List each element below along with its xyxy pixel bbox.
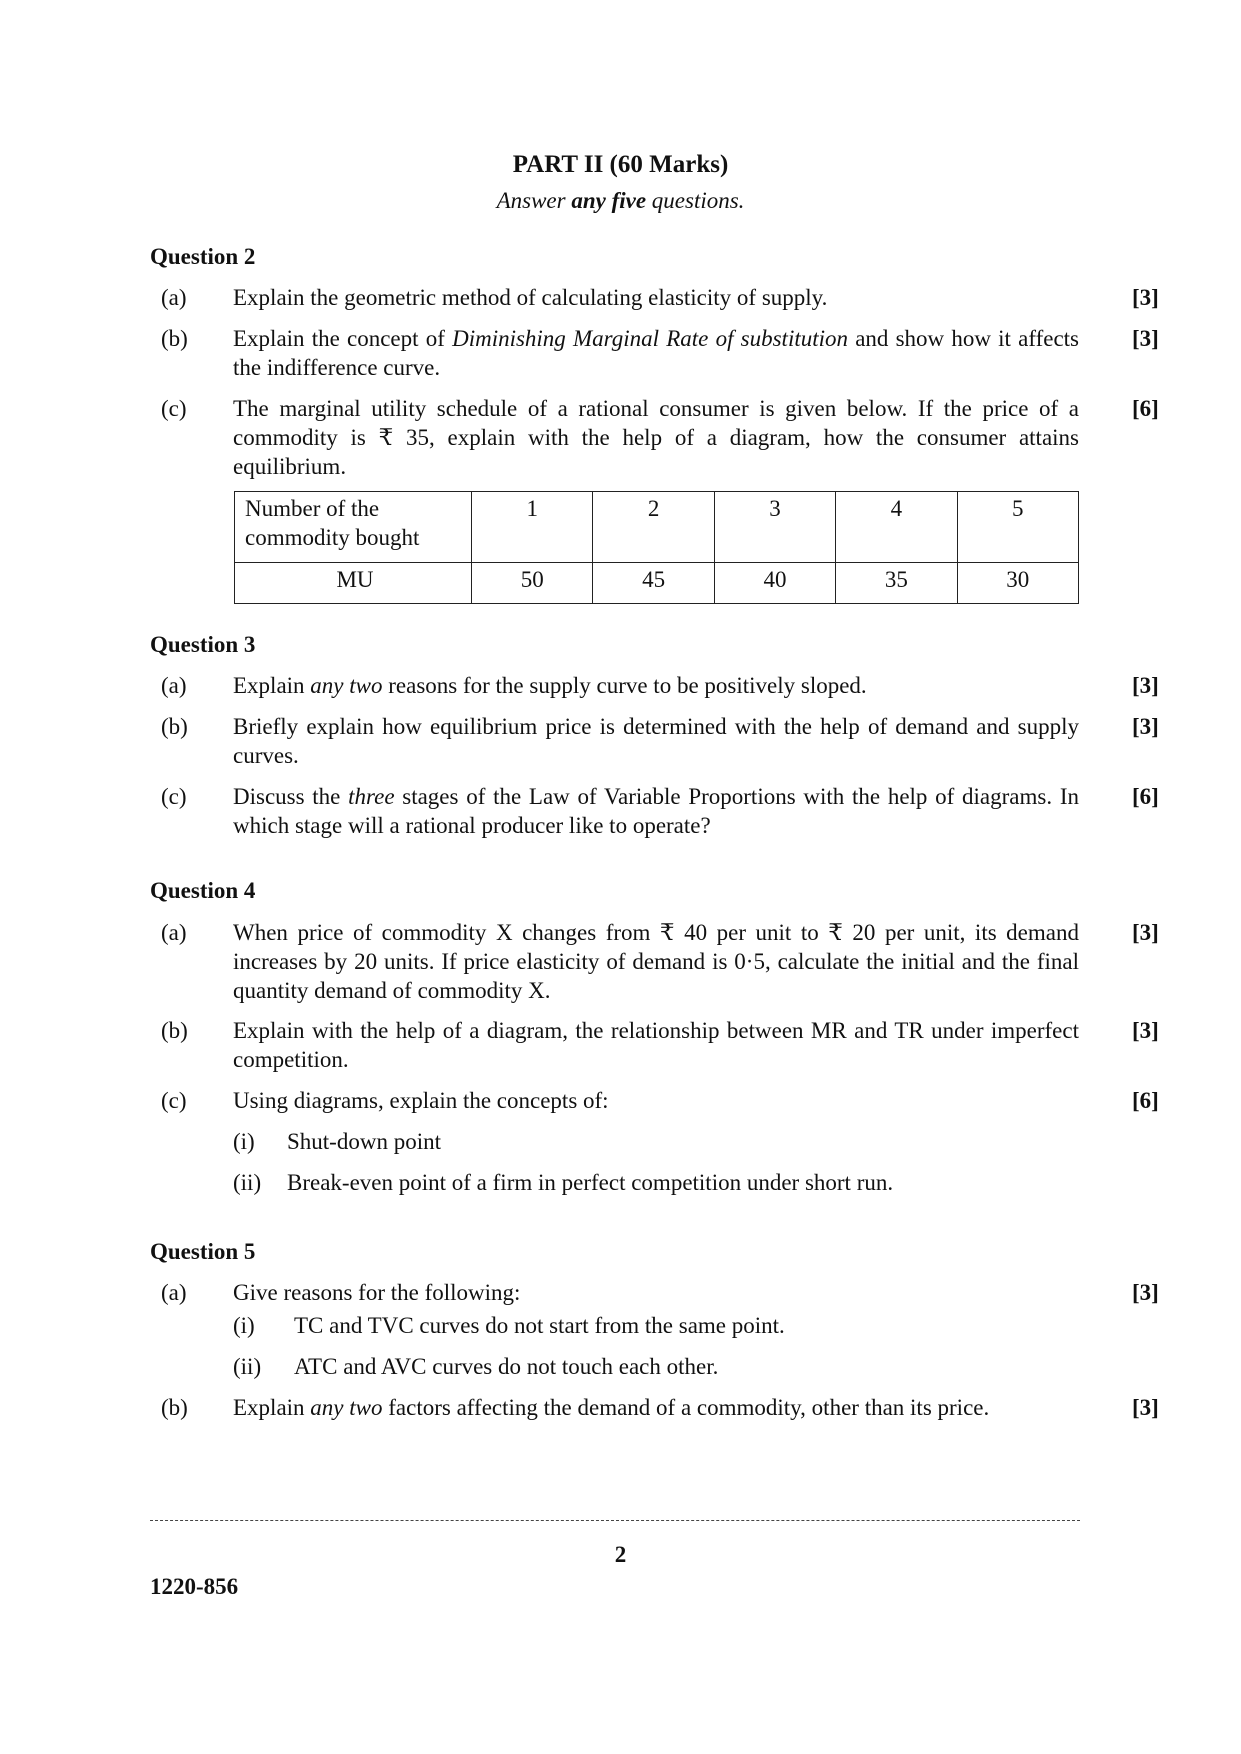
q5b-text-pre: Explain xyxy=(233,1395,311,1420)
q5a-ii-text: ATC and AVC curves do not touch each other. xyxy=(294,1354,719,1379)
q3a-text xyxy=(233,671,1079,700)
q5b-text-post: factors affecting the demand of a commodity, other than its price. xyxy=(382,1395,990,1420)
q5a-text: Give reasons for the following: xyxy=(233,1280,521,1305)
q3a-text-italic: any two xyxy=(310,673,383,698)
q2a-text: Explain the geometric method of calculating elasticity of supply. xyxy=(233,285,828,310)
q4b-text: Explain with the help of a diagram, the relationship between MR and TR under imperfect competition. xyxy=(233,1018,1079,1072)
instruction-prefix: Answer xyxy=(496,188,572,213)
table-cell: 45 xyxy=(593,563,714,604)
q2c-marks: [6] xyxy=(1132,396,1159,421)
table-row xyxy=(235,563,1079,604)
q2c-label: (c) xyxy=(161,396,187,421)
q4c-text: Using diagrams, explain the concepts of: xyxy=(233,1088,609,1113)
q2c-text: The marginal utility schedule of a rational consumer is given below. If the price of a commodity is ₹ 35, explain with the help of a diagram, how the consumer attains equilibrium. xyxy=(233,396,1079,479)
q3c-label: (c) xyxy=(161,784,187,809)
footer-divider xyxy=(150,1520,1080,1521)
q2a-label: (a) xyxy=(161,285,187,310)
q2b-text-pre: Explain the concept of xyxy=(233,326,453,351)
q3c-marks: [6] xyxy=(1132,784,1159,809)
q3c-text-italic: three xyxy=(348,784,395,809)
q3b-marks: [3] xyxy=(1132,714,1159,739)
q3c-text-pre: Discuss the xyxy=(233,784,349,809)
instruction xyxy=(0,186,1241,215)
q2b-text-italic: Diminishing Marginal Rate of substitution xyxy=(452,326,849,351)
q5b-label: (b) xyxy=(161,1395,188,1420)
q3a-text-pre: Explain xyxy=(233,673,311,698)
q2b-label: (b) xyxy=(161,326,188,351)
paper-code: 1220-856 xyxy=(150,1574,239,1599)
q5b-text xyxy=(233,1393,1079,1422)
q4c-label: (c) xyxy=(161,1088,187,1113)
table-row-header: Number of the commodity bought xyxy=(235,492,472,563)
table-cell: 1 xyxy=(472,492,593,563)
table-cell: 2 xyxy=(593,492,714,563)
q3a-marks: [3] xyxy=(1132,673,1159,698)
table-cell: 4 xyxy=(836,492,957,563)
q2b-marks: [3] xyxy=(1132,326,1159,351)
q4c-i-text: Shut-down point xyxy=(287,1129,441,1154)
q4b-marks: [3] xyxy=(1132,1018,1159,1043)
table-cell: 40 xyxy=(714,563,835,604)
q4c-ii-text: Break-even point of a firm in perfect competition under short run. xyxy=(287,1170,894,1195)
table-row-header: MU xyxy=(235,563,472,604)
q4a-text: When price of commodity X changes from ₹ 40 per unit to ₹ 20 per unit, its demand increases by 20 units. If price elasticity of demand is 0·5, calculate the initial and the final quantity demand of commodity X. xyxy=(233,920,1079,1003)
table-cell: 35 xyxy=(836,563,957,604)
table-cell: 50 xyxy=(472,563,593,604)
question-4-heading: Question 4 xyxy=(150,878,256,903)
q4a-marks: [3] xyxy=(1132,920,1159,945)
q4c-ii-label: (ii) xyxy=(233,1170,262,1195)
question-3-heading: Question 3 xyxy=(150,632,256,657)
q2b-text xyxy=(233,324,1079,382)
q5a-i-label: (i) xyxy=(233,1313,255,1338)
q5a-ii-label: (ii) xyxy=(233,1354,262,1379)
q3a-label: (a) xyxy=(161,673,187,698)
q2a-marks: [3] xyxy=(1132,285,1159,310)
q2b-text-post: and show how it affects the indifference curve. xyxy=(233,326,1079,380)
q5a-label: (a) xyxy=(161,1280,187,1305)
instruction-emphasis: any five xyxy=(571,188,647,213)
part-title: PART II (60 Marks) xyxy=(512,151,729,178)
q4c-i-label: (i) xyxy=(233,1129,255,1154)
instruction-suffix: questions. xyxy=(646,188,745,213)
q3b-label: (b) xyxy=(161,714,188,739)
q4c-marks: [6] xyxy=(1132,1088,1159,1113)
q5b-marks: [3] xyxy=(1132,1395,1159,1420)
table-cell: 3 xyxy=(714,492,835,563)
table-cell: 5 xyxy=(957,492,1078,563)
q3c-text xyxy=(233,782,1079,840)
table-cell: 30 xyxy=(957,563,1078,604)
marginal-utility-table xyxy=(234,491,1079,604)
q3b-text: Briefly explain how equilibrium price is determined with the help of demand and supply curves. xyxy=(233,714,1079,768)
q4a-label: (a) xyxy=(161,920,187,945)
q4b-label: (b) xyxy=(161,1018,188,1043)
q5b-text-italic: any two xyxy=(310,1395,383,1420)
question-2-heading: Question 2 xyxy=(150,244,256,269)
page-number: 2 xyxy=(614,1542,627,1567)
q5a-i-text: TC and TVC curves do not start from the same point. xyxy=(294,1313,785,1338)
table-row xyxy=(235,492,1079,563)
q3c-text-post: stages of the Law of Variable Proportions with the help of diagrams. In which stage will a rational producer like to operate? xyxy=(233,784,1079,838)
q5a-marks: [3] xyxy=(1132,1280,1159,1305)
q3a-text-post: reasons for the supply curve to be positively sloped. xyxy=(382,673,867,698)
question-5-heading: Question 5 xyxy=(150,1239,256,1264)
